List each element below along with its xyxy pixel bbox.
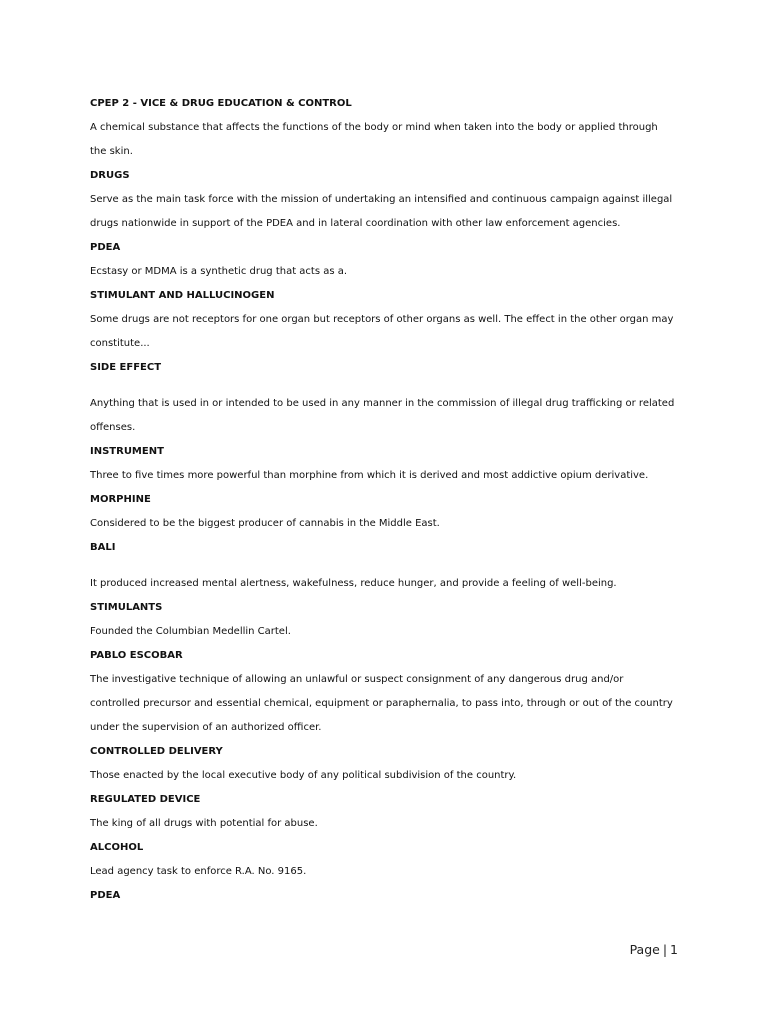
page-separator: |: [662, 942, 668, 957]
question-text: It produced increased mental alertness, wakefulness, reduce hunger, and provide a feeling of well-being.: [90, 578, 617, 589]
question-text: Serve as the main task force with the mission of undertaking an intensified and continuous campaign against illegal: [90, 194, 673, 205]
answer-text: PDEA: [90, 890, 121, 901]
question-text: Some drugs are not receptors for one organ but receptors of other organs as well. The effect in the other organ may: [90, 314, 674, 325]
question-text: The investigative technique of allowing an unlawful or suspect consignment of any dangerous drug and/or: [90, 674, 624, 685]
question-text: the skin.: [90, 146, 133, 157]
page-number: 1: [670, 942, 678, 957]
question-text: Those enacted by the local executive body of any political subdivision of the country.: [90, 770, 517, 781]
answer-text: REGULATED DEVICE: [90, 794, 201, 805]
answer-text: DRUGS: [90, 170, 130, 181]
answer-text: SIDE EFFECT: [90, 362, 162, 373]
question-text: drugs nationwide in support of the PDEA and in lateral coordination with other law enforcement agencies.: [90, 218, 621, 229]
page-footer: [630, 942, 678, 957]
answer-text: MORPHINE: [90, 494, 151, 505]
question-text: Anything that is used in or intended to be used in any manner in the commission of illegal drug trafficking or related: [90, 398, 675, 409]
question-text: Three to five times more powerful than morphine from which it is derived and most addictive opium derivative.: [90, 470, 649, 481]
question-text: The king of all drugs with potential for abuse.: [90, 818, 318, 829]
document-title: CPEP 2 - VICE & DRUG EDUCATION & CONTROL: [90, 98, 352, 109]
blank-line: [90, 560, 690, 572]
document-body: [90, 92, 690, 908]
page-label: Page: [629, 942, 660, 957]
answer-text: PABLO ESCOBAR: [90, 650, 183, 661]
question-text: Lead agency task to enforce R.A. No. 9165.: [90, 866, 307, 877]
question-text: constitute...: [90, 338, 150, 349]
answer-text: STIMULANT AND HALLUCINOGEN: [90, 290, 275, 301]
answer-text: STIMULANTS: [90, 602, 163, 613]
question-text: controlled precursor and essential chemical, equipment or paraphernalia, to pass into, through or out of the country: [90, 698, 673, 709]
answer-text: PDEA: [90, 242, 121, 253]
answer-text: BALI: [90, 542, 116, 553]
answer-text: INSTRUMENT: [90, 446, 164, 457]
question-text: under the supervision of an authorized officer.: [90, 722, 322, 733]
question-text: offenses.: [90, 422, 136, 433]
question-text: A chemical substance that affects the functions of the body or mind when taken into the body or applied through: [90, 122, 658, 133]
answer-text: CONTROLLED DELIVERY: [90, 746, 223, 757]
blank-line: [90, 380, 690, 392]
question-text: Considered to be the biggest producer of cannabis in the Middle East.: [90, 518, 440, 529]
answer-text: ALCOHOL: [90, 842, 144, 853]
question-text: Ecstasy or MDMA is a synthetic drug that acts as a.: [90, 266, 348, 277]
question-text: Founded the Columbian Medellin Cartel.: [90, 626, 291, 637]
